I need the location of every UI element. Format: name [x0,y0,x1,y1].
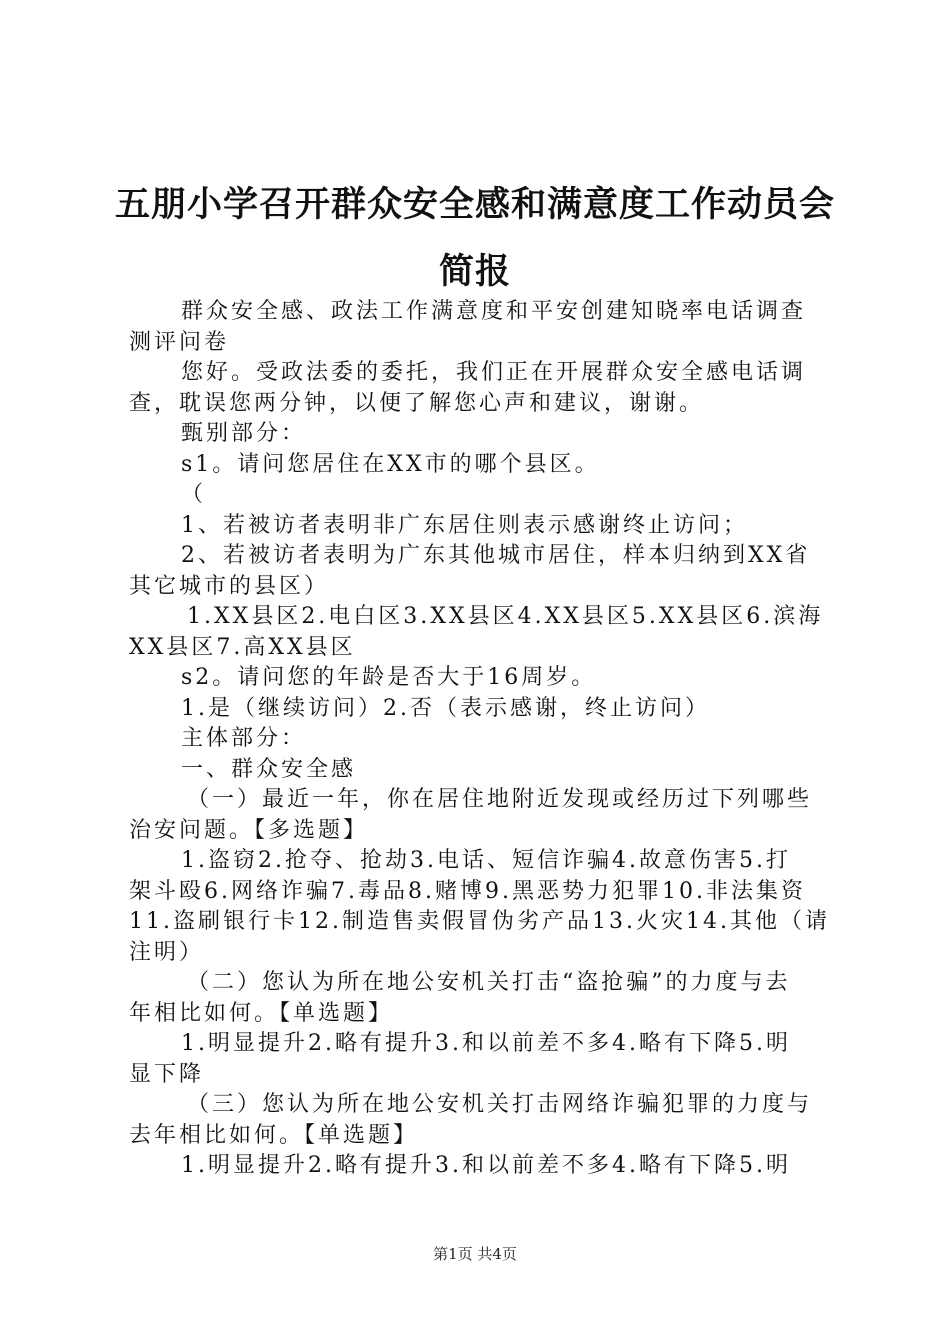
body-line: 群众安全感、政法工作满意度和平安创建知晓率电话调查 [181,299,807,324]
body-line: 显下降 [129,1061,205,1087]
body-line: （一）最近一年，你在居住地附近发现或经历过下列哪些 [187,787,813,812]
body-line: 治安问题。【多选题】 [129,817,369,843]
body-line: 1.XX县区2.电白区3.XX县区4.XX县区5.XX县区6.滨海 [187,604,824,629]
body-line: 架斗殴6.网络诈骗7.毒品8.赌博9.黑恶势力犯罪10.非法集资 [129,878,806,904]
document-body [129,297,834,1182]
document-title-line2: 简报 [438,251,511,292]
page-footer: 第1页 共4页 [433,1245,517,1263]
body-line: 1.明显提升2.略有提升3.和以前差不多4.略有下降5.明 [181,1031,791,1056]
body-line: 11.盗刷银行卡12.制造售卖假冒伪劣产品13.火灾14.其他（请 [129,909,830,934]
body-line: 1.盗窃2.抢夺、抢劫3.电话、短信诈骗4.故意伤害5.打 [181,848,791,873]
body-line: s2。请问您的年龄是否大于16周岁。 [181,665,597,690]
body-line: s1。请问您居住在XX市的哪个县区。 [181,451,600,477]
body-line: 1、若被访者表明非广东居住则表示感谢终止访问； [181,512,748,538]
body-line: 查，耽误您两分钟，以便了解您心声和建议，谢谢。 [129,390,705,416]
body-line: 1.明显提升2.略有提升3.和以前差不多4.略有下降5.明 [181,1153,791,1178]
body-line: 其它城市的县区） [129,573,330,599]
body-line: （ [181,482,207,507]
body-line: 2、若被访者表明为广东其他城市居住，样本归纳到XX省 [181,543,811,568]
body-line: （三）您认为所在地公安机关打击网络诈骗犯罪的力度与 [187,1092,813,1117]
document-title-line1: 五朋小学召开群众安全感和满意度工作动员会 [114,184,835,225]
body-line: XX县区7.高XX县区 [129,634,356,660]
body-line: 测评问卷 [129,329,230,355]
body-line: 1.是（继续访问）2.否（表示感谢，终止访问） [181,695,710,721]
body-line: 一、群众安全感 [181,756,357,782]
body-line: 注明） [129,939,205,965]
body-line: 您好。受政法委的委托，我们正在开展群众安全感电话调 [181,360,807,385]
body-line: 年相比如何。【单选题】 [129,1000,394,1026]
body-line: 甄别部分： [181,421,307,446]
body-line: 主体部分： [181,726,307,751]
body-line: 去年相比如何。【单选题】 [129,1122,419,1148]
body-line: （二）您认为所在地公安机关打击“盗抢骗”的力度与去 [187,970,791,995]
